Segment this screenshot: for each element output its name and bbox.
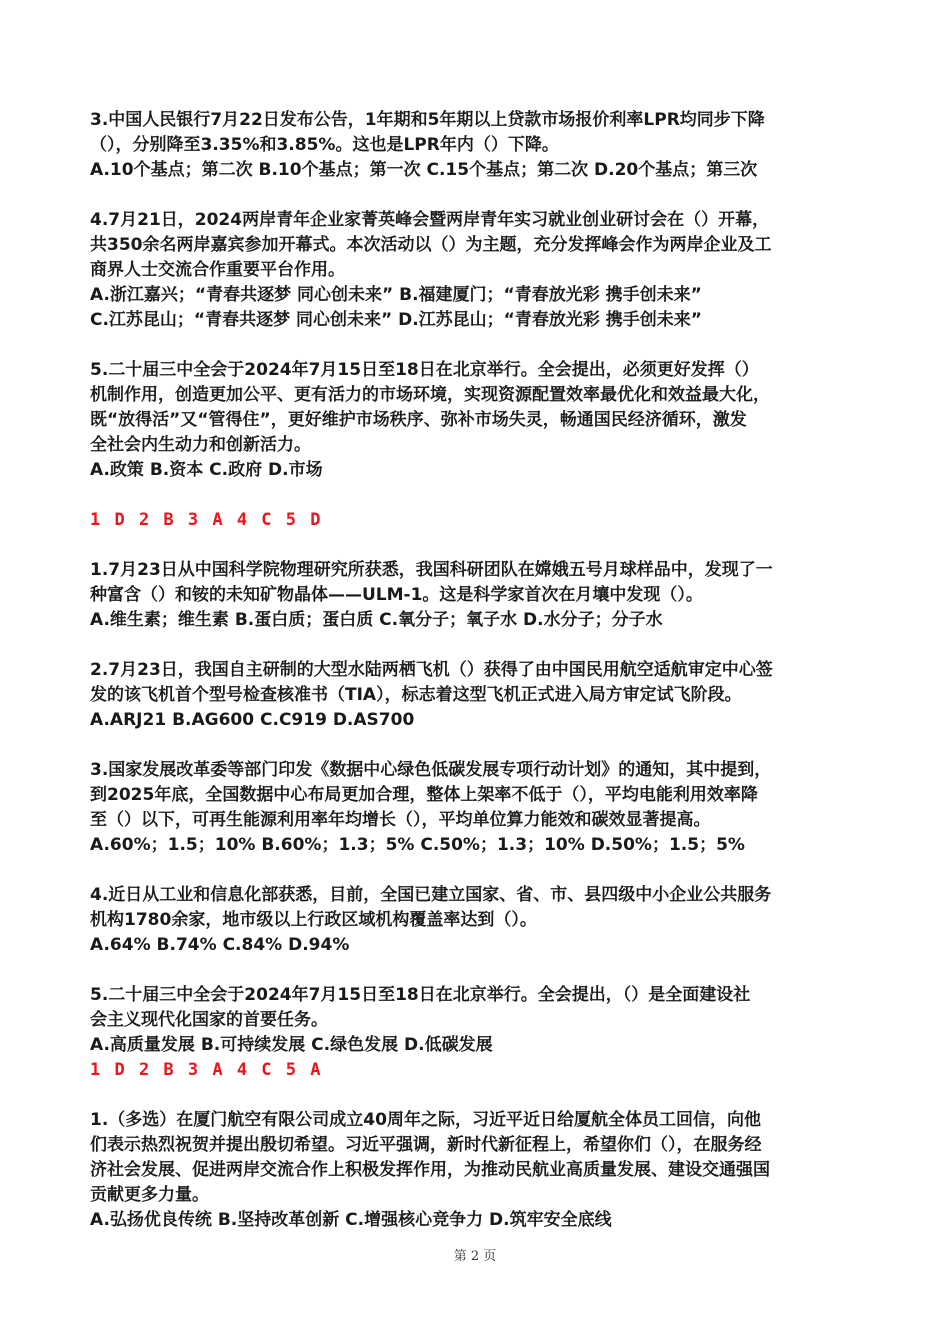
question-text-line: 3.中国人民银行7月22日发布公告，1年期和5年期以上贷款市场报价利率LPR均同步下降 [90, 110, 765, 130]
question-item [90, 208, 865, 333]
question-text-line: 发的该飞机首个型号检查核准书（TIA），标志着这型飞机正式进入局方审定试飞阶段。 [90, 685, 742, 705]
question-text-line: 5.二十届三中全会于2024年7月15日至18日在北京举行。全会提出，（）是全面建设社 [90, 985, 751, 1005]
question-text-line: 机制作用，创造更加公平、更有活力的市场环境，实现资源配置效率最优化和效益最大化， [90, 385, 770, 405]
paragraph-gap [90, 183, 865, 208]
answer-key: 1 D 2 B 3 A 4 C 5 D [90, 510, 323, 530]
question-item [90, 883, 865, 958]
answer-key: 1 D 2 B 3 A 4 C 5 A [90, 1060, 323, 1080]
question-text-line: 种富含（）和铵的未知矿物晶体——ULM-1。这是科学家首次在月壤中发现（）。 [90, 585, 703, 605]
paragraph-gap [90, 858, 865, 883]
question-options: A.64% B.74% C.84% D.94% [90, 935, 350, 955]
question-text-line: 商界人士交流合作重要平台作用。 [90, 260, 345, 280]
paragraph-gap [90, 1083, 865, 1108]
question-options: A.10个基点；第二次 B.10个基点；第一次 C.15个基点；第二次 D.20个基点；第三次 [90, 160, 758, 180]
question-options: A.60%；1.5；10% B.60%；1.3；5% C.50%；1.3；10% D.50%；1.5；5% [90, 835, 745, 855]
question-text-line: 既“放得活”又“管得住”，更好维护市场秩序、弥补市场失灵，畅通国民经济循环，激发 [90, 410, 747, 430]
question-item [90, 758, 865, 858]
question-text-line: 4.7月21日，2024两岸青年企业家菁英峰会暨两岸青年实习就业创业研讨会在（）开幕， [90, 210, 770, 230]
paragraph-gap [90, 333, 865, 358]
question-options: A.政策 B.资本 C.政府 D.市场 [90, 460, 323, 480]
question-options: A.高质量发展 B.可持续发展 C.绿色发展 D.低碳发展 [90, 1035, 493, 1055]
question-item [90, 358, 865, 483]
question-list [90, 108, 865, 1233]
question-text-line: 贡献更多力量。 [90, 1185, 209, 1205]
paragraph-gap [90, 633, 865, 658]
paragraph-gap [90, 958, 865, 983]
question-text-line: 们表示热烈祝贺并提出殷切希望。习近平强调，新时代新征程上，希望你们（），在服务经 [90, 1135, 762, 1155]
question-text-line: 5.二十届三中全会于2024年7月15日至18日在北京举行。全会提出，必须更好发挥（） [90, 360, 759, 380]
question-text-line: 2.7月23日，我国自主研制的大型水陆两栖飞机（）获得了由中国民用航空适航审定中心签 [90, 660, 773, 680]
question-text-line: 共350余名两岸嘉宾参加开幕式。本次活动以（）为主题，充分发挥峰会作为两岸企业及工 [90, 235, 772, 255]
question-text-line: 会主义现代化国家的首要任务。 [90, 1010, 328, 1030]
question-options: A.维生素；维生素 B.蛋白质；蛋白质 C.氧分子；氧子水 D.水分子；分子水 [90, 610, 663, 630]
question-text-line: （），分别降至3.35%和3.85%。这也是LPR年内（）下降。 [90, 135, 559, 155]
question-item [90, 558, 865, 633]
question-text-line: A.浙江嘉兴；“青春共逐梦 同心创未来” B.福建厦门；“青春放光彩 携手创未来” [90, 285, 702, 305]
question-text-line: 3.国家发展改革委等部门印发《数据中心绿色低碳发展专项行动计划》的通知，其中提到， [90, 760, 772, 780]
question-options: C.江苏昆山；“青春共逐梦 同心创未来” D.江苏昆山；“青春放光彩 携手创未来” [90, 310, 702, 330]
question-item [90, 983, 865, 1058]
question-text-line: 全社会内生动力和创新活力。 [90, 435, 311, 455]
question-item [90, 108, 865, 183]
question-text-line: 机构1780余家，地市级以上行政区域机构覆盖率达到（）。 [90, 910, 537, 930]
question-text-line: 1.7月23日从中国科学院物理研究所获悉，我国科研团队在嫦娥五号月球样品中，发现了一 [90, 560, 773, 580]
paragraph-gap [90, 733, 865, 758]
paragraph-gap [90, 533, 865, 558]
question-options: A.弘扬优良传统 B.坚持改革创新 C.增强核心竞争力 D.筑牢安全底线 [90, 1210, 612, 1230]
question-text-line: 4.近日从工业和信息化部获悉，目前，全国已建立国家、省、市、县四级中小企业公共服务 [90, 885, 772, 905]
question-item [90, 1108, 865, 1233]
question-text-line: 济社会发展、促进两岸交流合作上积极发挥作用，为推动民航业高质量发展、建设交通强国 [90, 1160, 770, 1180]
question-options: A.ARJ21 B.AG600 C.C919 D.AS700 [90, 710, 415, 730]
question-text-line: 到2025年底，全国数据中心布局更加合理，整体上架率不低于（），平均电能利用效率降 [90, 785, 758, 805]
page-number: 第 2 页 [453, 1249, 497, 1264]
paragraph-gap [90, 483, 865, 508]
question-text-line: 1.（多选）在厦门航空有限公司成立40周年之际，习近平近日给厦航全体员工回信，向他 [90, 1110, 761, 1130]
question-text-line: 至（）以下，可再生能源利用率年均增长（），平均单位算力能效和碳效显著提高。 [90, 810, 711, 830]
question-item [90, 658, 865, 733]
